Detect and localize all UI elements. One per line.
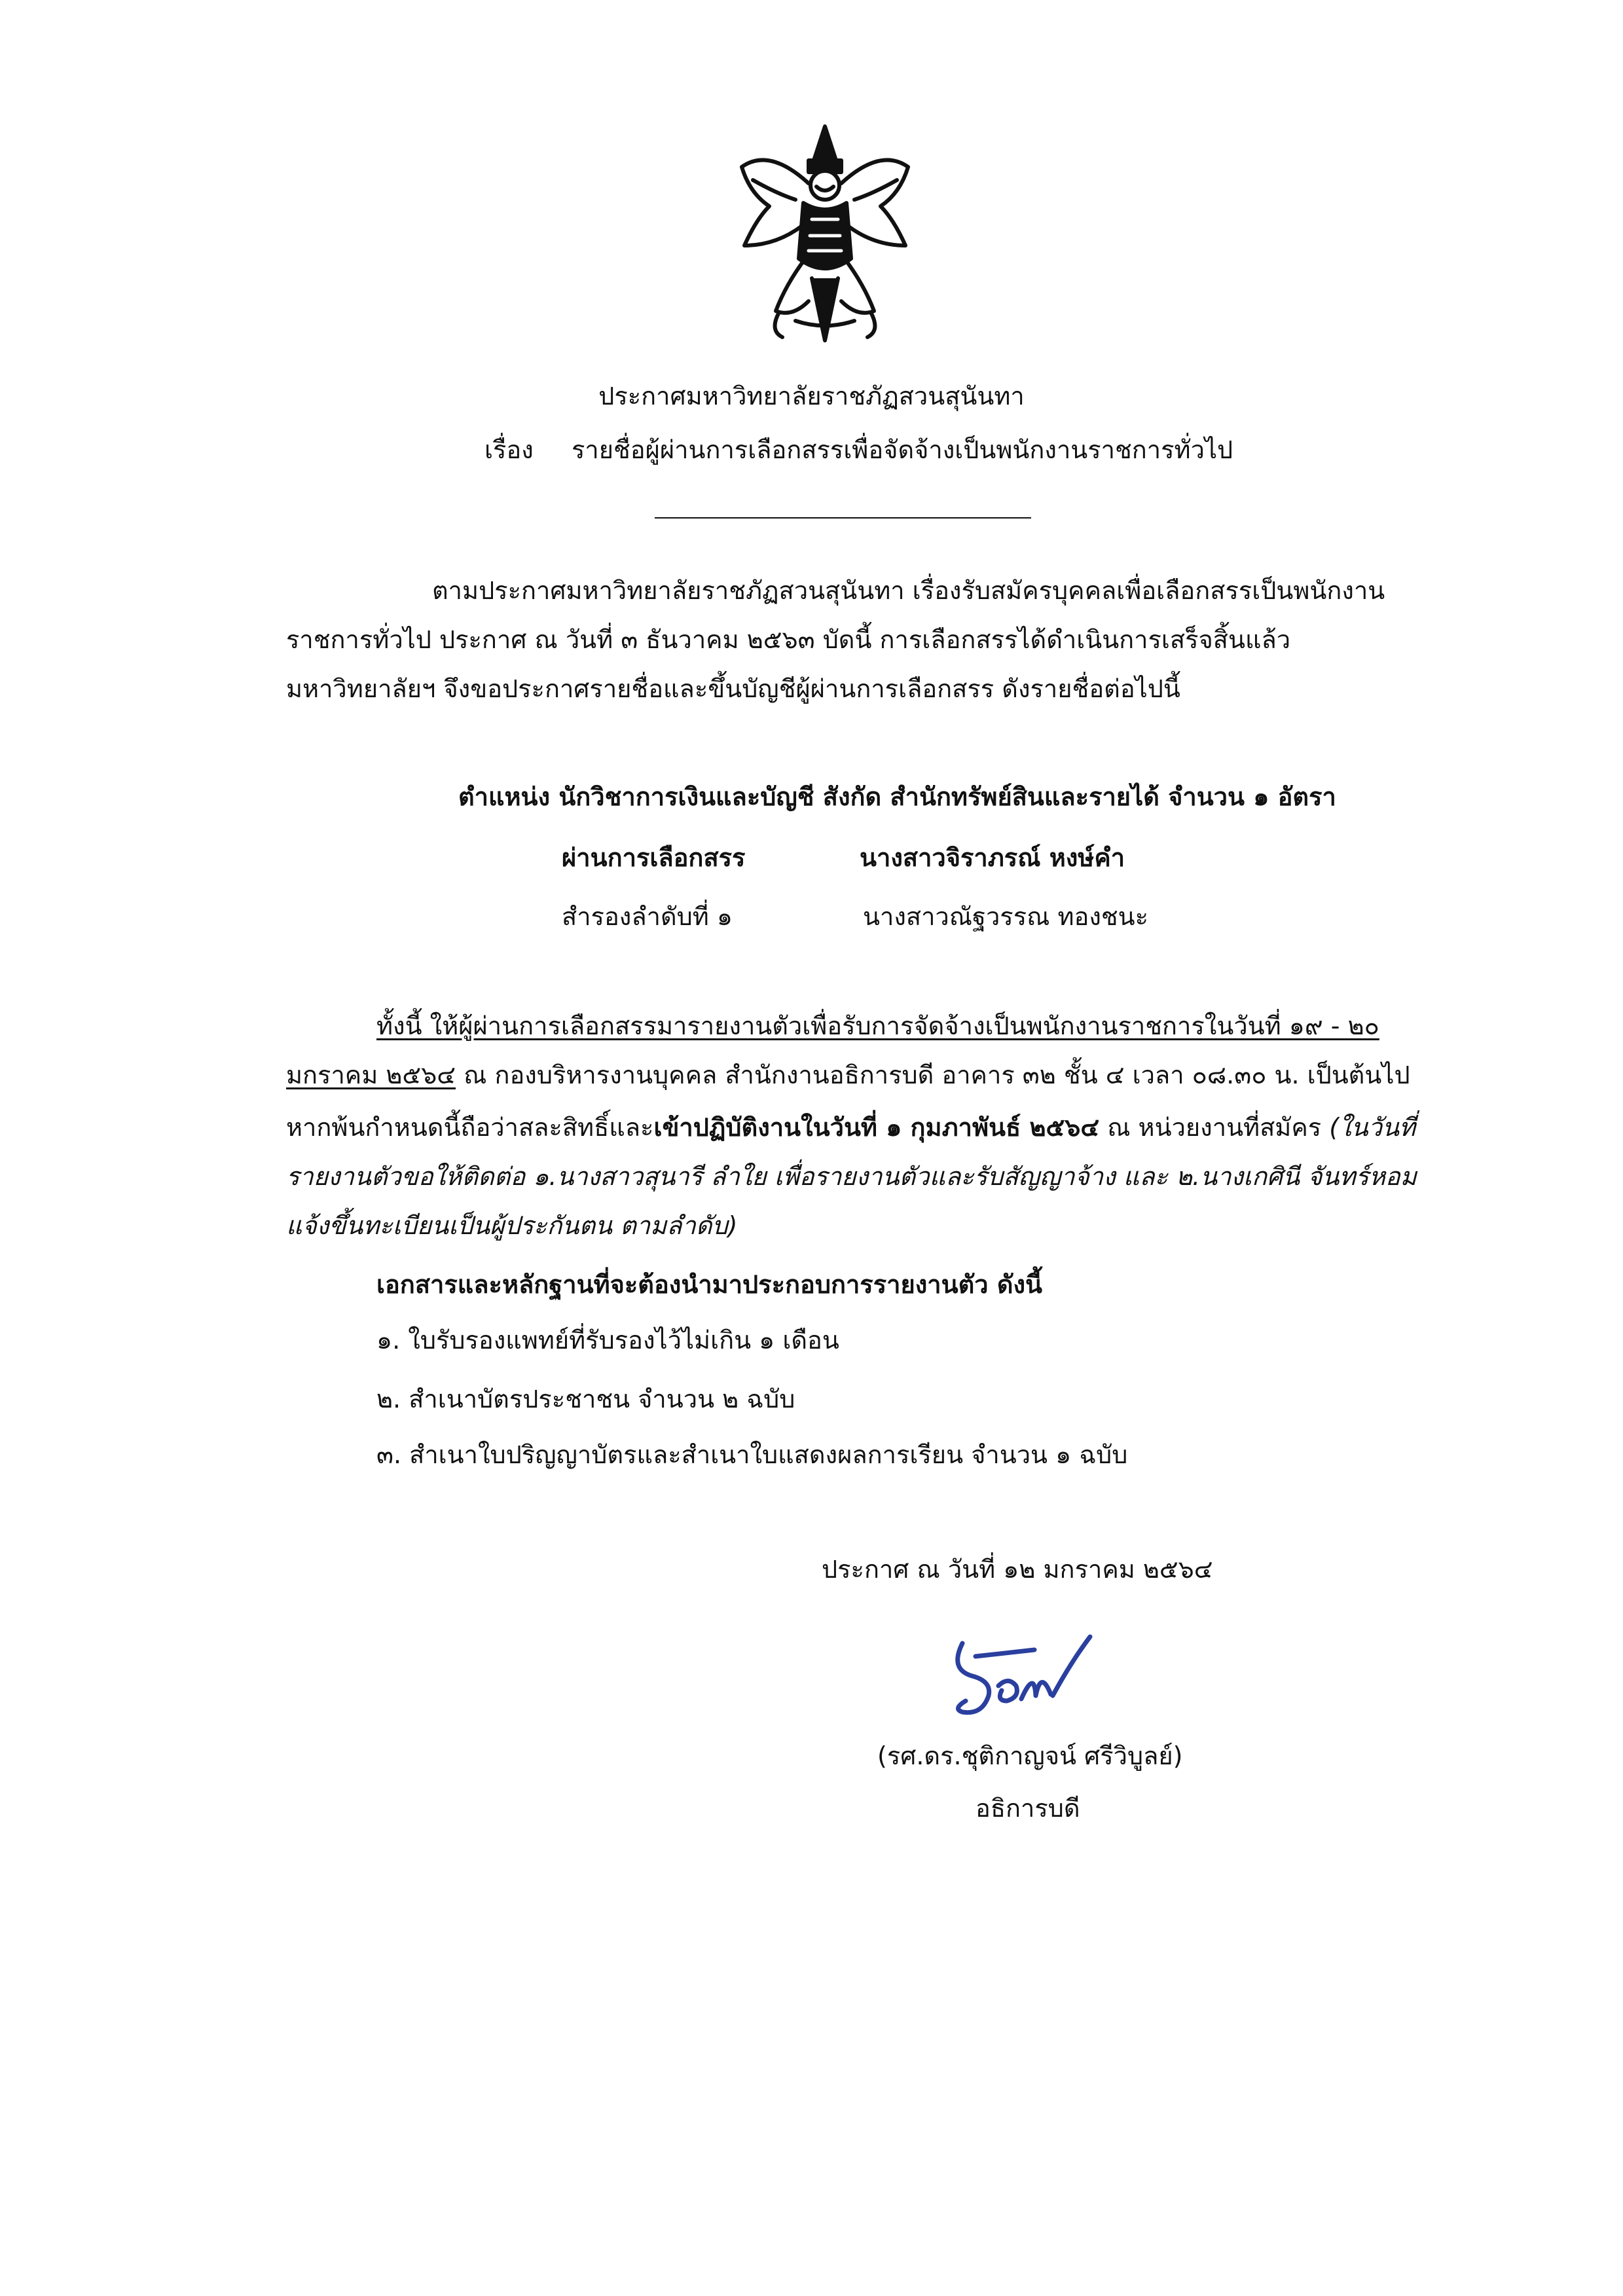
announcement-date: ประกาศ ณ วันที่ ๑๒ มกราคม ๒๕๖๔ — [822, 1555, 1213, 1584]
contact-note-line-2: รายงานตัวขอให้ติดต่อ ๑.นางสาวสุนารี ลำใย เพื่อรายงานตัวและรับสัญญาจ้าง และ ๒.นางเกศินี จันทร์หอม — [286, 1162, 1417, 1191]
report-line-2 — [286, 1061, 1410, 1091]
passed-name: นางสาวจิราภรณ์ หงษ์คำ — [860, 843, 1125, 872]
contact-note-line-3: แจ้งขึ้นทะเบียนเป็นผู้ประกันตน ตามลำดับ) — [286, 1211, 738, 1240]
title-divider — [655, 517, 1031, 519]
subject-label: เรื่อง — [484, 435, 534, 464]
position-title: ตำแหน่ง นักวิชาการเงินและบัญชี สังกัด สำนักทรัพย์สินและรายได้ จำนวน ๑ อัตรา — [458, 782, 1336, 811]
document-item: ๓. สำเนาใบปริญญาบัตรและสำเนาใบแสดงผลการเรียน จำนวน ๑ ฉบับ — [376, 1440, 1128, 1469]
report-deadline-text: หากพ้นกำหนดนี้ถือว่าสละสิทธิ์และ — [286, 1113, 654, 1142]
report-unit-text: ณ หน่วยงานที่สมัคร — [1099, 1113, 1330, 1142]
intro-line-3: มหาวิทยาลัยฯ จึงขอประกาศรายชื่อและขึ้นบัญชีผู้ผ่านการเลือกสรร ดังรายชื่อต่อไปนี้ — [286, 674, 1180, 703]
intro-line-2: ราชการทั่วไป ประกาศ ณ วันที่ ๓ ธันวาคม ๒๕๖๓ บัดนี้ การเลือกสรรได้ดำเนินการเสร็จสิ้นแล้ว — [286, 625, 1291, 654]
reserve-label: สำรองลำดับที่ ๑ — [562, 902, 733, 931]
signer-title: อธิการบดี — [976, 1794, 1080, 1823]
announcement-title: ประกาศมหาวิทยาลัยราชภัฏสวนสุนันทา — [598, 382, 1025, 410]
report-line-1: ทั้งนี้ ให้ผู้ผ่านการเลือกสรรมารายงานตัวเพื่อรับการจัดจ้างเป็นพนักงานราชการในวันที่ ๑๙ - ๒๐ — [376, 1011, 1379, 1040]
garuda-emblem — [730, 121, 920, 347]
document-item: ๒. สำเนาบัตรประชาชน จำนวน ๒ ฉบับ — [376, 1385, 795, 1413]
report-date-underlined: มกราคม ๒๕๖๔ — [286, 1061, 456, 1089]
contact-note-start: (ในวันที่ — [1329, 1113, 1415, 1142]
intro-line-1: ตามประกาศมหาวิทยาลัยราชภัฏสวนสุนันทา เรื่องรับสมัครบุคคลเพื่อเลือกสรรเป็นพนักงาน — [432, 576, 1385, 605]
start-work-date: เข้าปฏิบัติงานในวันที่ ๑ กุมภาพันธ์ ๒๕๖๔ — [653, 1113, 1100, 1142]
subject-text: รายชื่อผู้ผ่านการเลือกสรรเพื่อจัดจ้างเป็นพนักงานราชการทั่วไป — [571, 435, 1233, 464]
announcement-subject — [484, 435, 1233, 465]
reserve-name: นางสาวณัฐวรรณ ทองชนะ — [863, 902, 1149, 931]
document-item: ๑. ใบรับรองแพทย์ที่รับรองไว้ไม่เกิน ๑ เดือน — [376, 1326, 839, 1355]
signer-name: (รศ.ดร.ชุติกาญจน์ ศรีวิบูลย์) — [877, 1741, 1183, 1770]
report-location: ณ กองบริหารงานบุคคล สำนักงานอธิการบดี อาคาร ๓๒ ชั้น ๔ เวลา ๐๘.๓๐ น. เป็นต้นไป — [456, 1061, 1410, 1089]
handwritten-signature — [936, 1624, 1113, 1735]
passed-label: ผ่านการเลือกสรร — [562, 843, 746, 872]
documents-heading: เอกสารและหลักฐานที่จะต้องนำมาประกอบการรายงานตัว ดังนี้ — [376, 1270, 1043, 1299]
report-line-3 — [286, 1113, 1415, 1143]
